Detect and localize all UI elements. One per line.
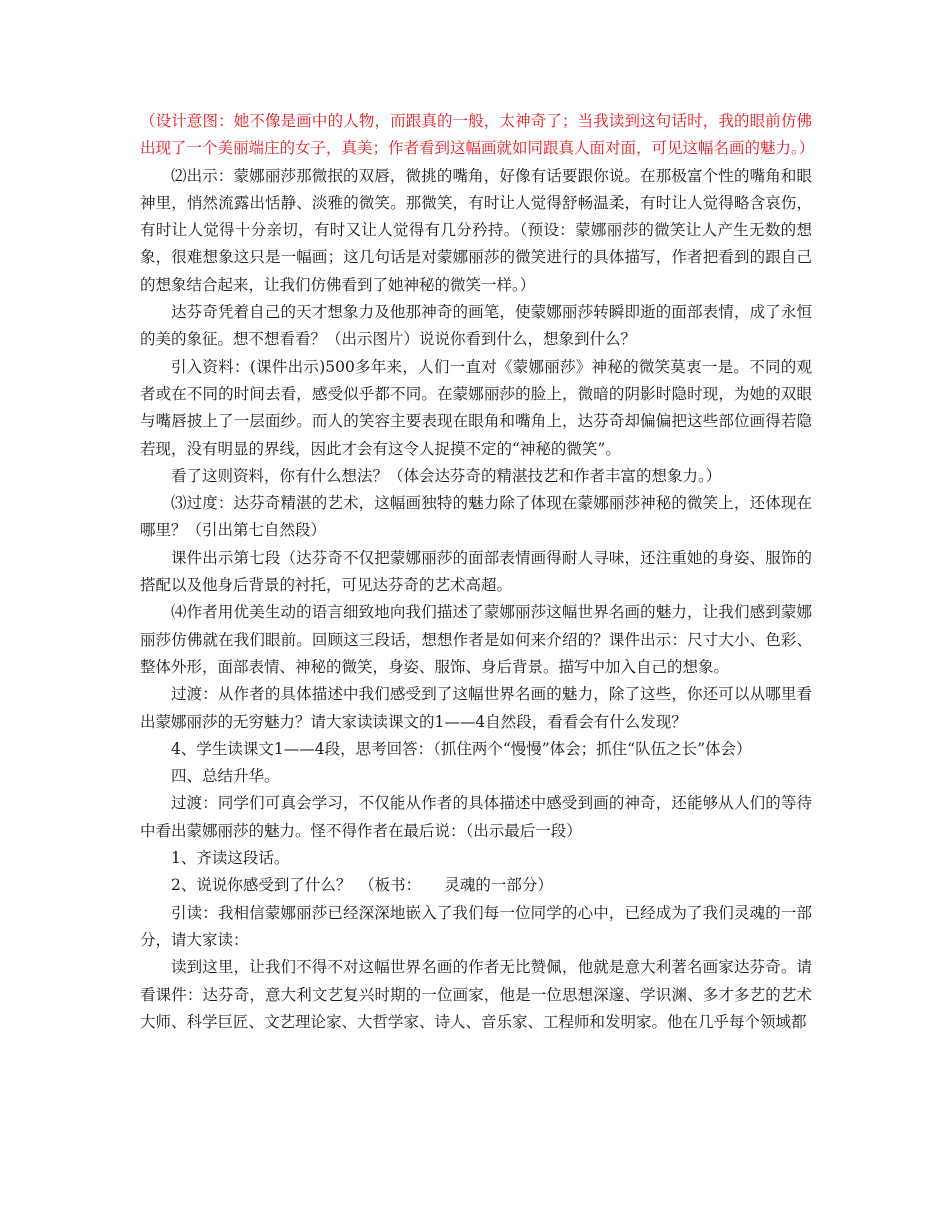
paragraph-students-read: 4、学生读课文1——4段，思考回答：（抓住两个“慢慢”体会；抓住“队伍之长”体会）: [171, 739, 752, 758]
design-intent-note: （设计意图：她不像是画中的人物，而跟真的一般，太神奇了；当我读到这句话时，我的眼前仿佛出现了一个美丽端庄的女子，真美；作者看到这幅画就如同跟真人面对面，可见这幅名画的魅力。）: [140, 112, 815, 158]
paragraph-read-together: 1、齐读这段话。: [171, 849, 290, 868]
paragraph-reference-material: 引入资料：(课件出示)500多年来，人们一直对《蒙娜丽莎》神秘的微笑莫衷一是。不同的观者或在不同的时间去看，感受似乎都不同。在蒙娜丽莎的脸上，微暗的阴影时隐时现，为她的双眼与嘴唇披上了一层面纱。而人的笑容主要表现在眼角和嘴角上，达芬奇却偏偏把这些部位画得若隐若现，没有明显的界线，因此才会有这令人捉摸不定的“神秘的微笑”。: [140, 357, 812, 458]
paragraph-seventh-section: 课件出示第七段（达芬奇不仅把蒙娜丽莎的面部表情画得耐人寻味，还注重她的身姿、服饰的搭配以及他身后背景的衬托，可见达芬奇的艺术高超。: [140, 548, 812, 595]
paragraph-davinci-imagination: 达芬奇凭着自己的天才想象力及他那神奇的画笔，使蒙娜丽莎转瞬即逝的面部表情，成了永恒的美的象征。想不想看看？（出示图片）说说你看到什么，想象到什么？: [140, 303, 812, 349]
paragraph-feelings: 2、说说你感受到了什么？ （板书： 灵魂的一部分）: [171, 876, 553, 895]
paragraph-davinci-intro: 读到这里，让我们不得不对这幅世界名画的作者无比赞佩，他就是意大利著名画家达芬奇。请看课件：达芬奇，意大利文艺复兴时期的一位画家，他是一位思想深邃、学识渊、多才多艺的艺术大师、科学巨匠、文艺理论家、大哲学家、诗人、音乐家、工程师和发明家。他在几乎每个领域都: [140, 958, 812, 1031]
paragraph-transition-3: ⑶过度：达芬奇精湛的艺术，这幅画独特的魅力除了体现在蒙娜丽莎神秘的微笑上，还体现在哪里？（引出第七自然段）: [140, 494, 812, 540]
section-heading-summary: 四、总结升华。: [171, 767, 280, 786]
document-body: [140, 108, 815, 1036]
paragraph-guided-reading: 引读：我相信蒙娜丽莎已经深深地嵌入了我们每一位同学的心中，已经成为了我们灵魂的一部分，请大家读：: [140, 903, 812, 949]
paragraph-transition-charm: 过渡：从作者的具体描述中我们感受到了这幅世界名画的魅力，除了这些，你还可以从哪里看出蒙娜丽莎的无穷魅力？请大家读读课文的1——4自然段，看看会有什么发现？: [140, 685, 812, 731]
paragraph-author-language: ⑷作者用优美生动的语言细致地向我们描述了蒙娜丽莎这幅世界名画的魅力，让我们感到蒙娜丽莎仿佛就在我们眼前。回顾这三段话，想想作者是如何来介绍的？课件出示：尺寸大小、色彩、整体外形，面部表情、神秘的微笑，身姿、服饰、身后背景。描写中加入自己的想象。: [140, 603, 812, 676]
paragraph-show-smile: ⑵出示：蒙娜丽莎那微抿的双唇，微挑的嘴角，好像有话要跟你说。在那极富个性的嘴角和眼神里，悄然流露出恬静、淡雅的微笑。那微笑，有时让人觉得舒畅温柔，有时让人觉得略含哀伤，有时让人觉得十分亲切，有时又让人觉得有几分矜持。（预设：蒙娜丽莎的微笑让人产生无数的想象，很难想象这只是一幅画；这几句话是对蒙娜丽莎的微笑进行的具体描写，作者把看到的跟自己的想象结合起来，让我们仿佛看到了她神秘的微笑一样。）: [140, 166, 812, 294]
paragraph-thoughts: 看了这则资料，你有什么想法？（体会达芬奇的精湛技艺和作者丰富的想象力。）: [171, 466, 722, 485]
paragraph-transition-last: 过渡：同学们可真会学习，不仅能从作者的具体描述中感受到画的神奇，还能够从人们的等待中看出蒙娜丽莎的魅力。怪不得作者在最后说：（出示最后一段）: [140, 794, 812, 840]
